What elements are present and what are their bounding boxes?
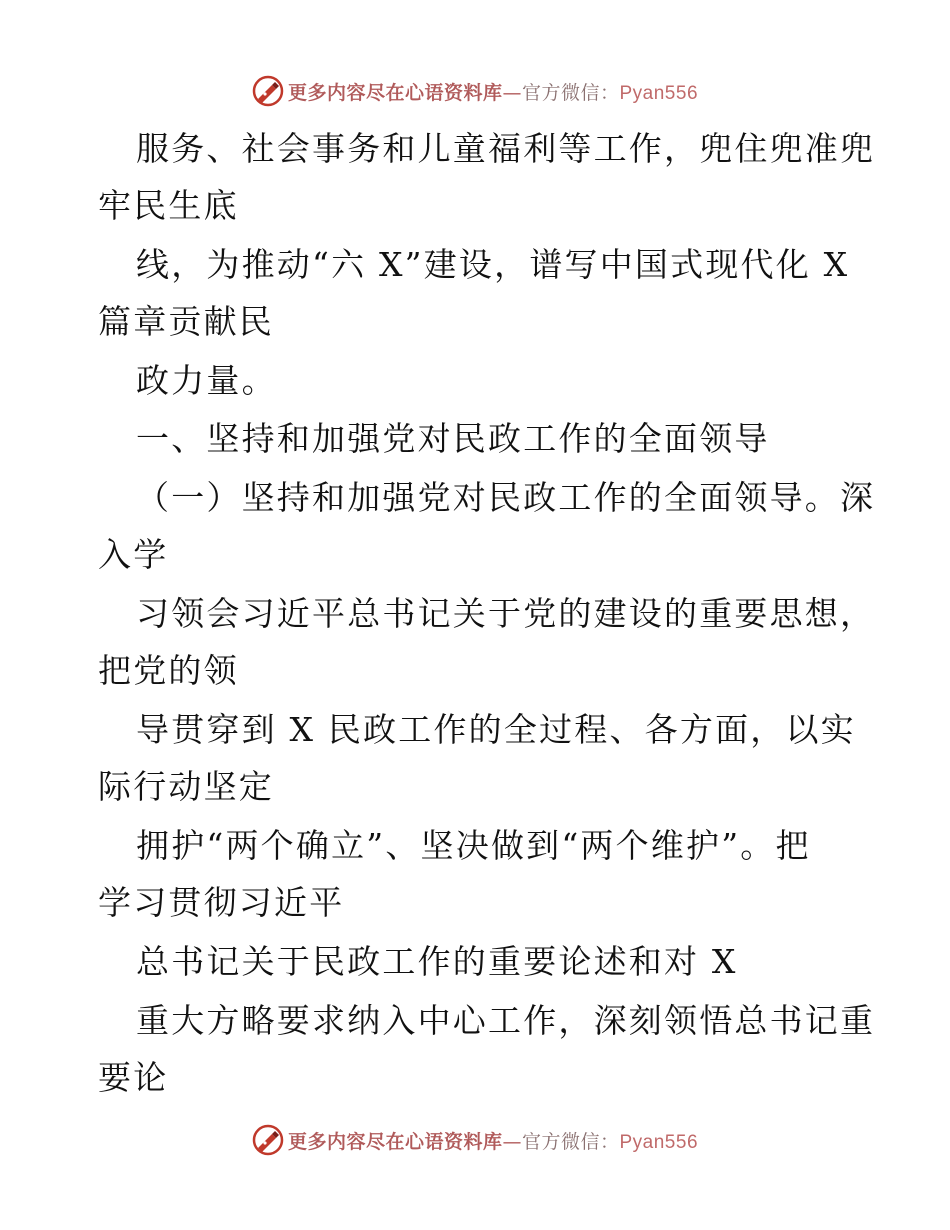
section-heading: 一、坚持和加强党对民政工作的全面领导 [136,419,770,458]
watermark-main-text: 更多内容尽在心语资料库 [287,1130,503,1153]
paragraph-line: 导贯穿到 X 民政工作的全过程、各方面，以实 [136,710,856,749]
paragraph-line: 牢民生底 [98,186,239,225]
paragraph-line: （一）坚持和加强党对民政工作的全面领导。深 [136,478,876,517]
watermark-wechat-label: 官方微信： [521,81,620,104]
watermark-main-text: 更多内容尽在心语资料库 [287,81,503,104]
paragraph-line: 总书记关于民政工作的重要论述和对 X [136,942,738,981]
paragraph-line: 线，为推动“六 X”建设，谱写中国式现代化 X [136,245,850,284]
watermark-dash: — [502,81,522,104]
paragraph-line: 服务、社会事务和儿童福利等工作，兜住兜准兜 [136,129,876,168]
footer-watermark-banner [0,1120,950,1160]
watermark-wechat-id: Pyan556 [619,1131,699,1153]
paragraph-line: 重大方略要求纳入中心工作，深刻领悟总书记重 [136,1001,876,1040]
paragraph-line: 际行动坚定 [98,767,274,806]
watermark-wechat-label: 官方微信： [521,1130,620,1153]
watermark-dash: — [502,1130,522,1153]
paragraph-line: 要论 [98,1058,169,1097]
watermark-wechat-id: Pyan556 [619,82,699,104]
paragraph-line: 拥护“两个确立”、坚决做到“两个维护”。把 [136,826,811,865]
paragraph-line: 篇章贡献民 [98,302,274,341]
paragraph-line: 学习贯彻习近平 [98,883,345,922]
paragraph-line: 入学 [98,535,169,574]
paragraph-line: 把党的领 [98,651,239,690]
paragraph-line: 习领会习近平总书记关于党的建设的重要思想， [136,594,876,633]
watermark-text [288,1127,698,1154]
paragraph-line: 政力量。 [136,361,277,400]
pen-logo-icon [252,1124,284,1156]
